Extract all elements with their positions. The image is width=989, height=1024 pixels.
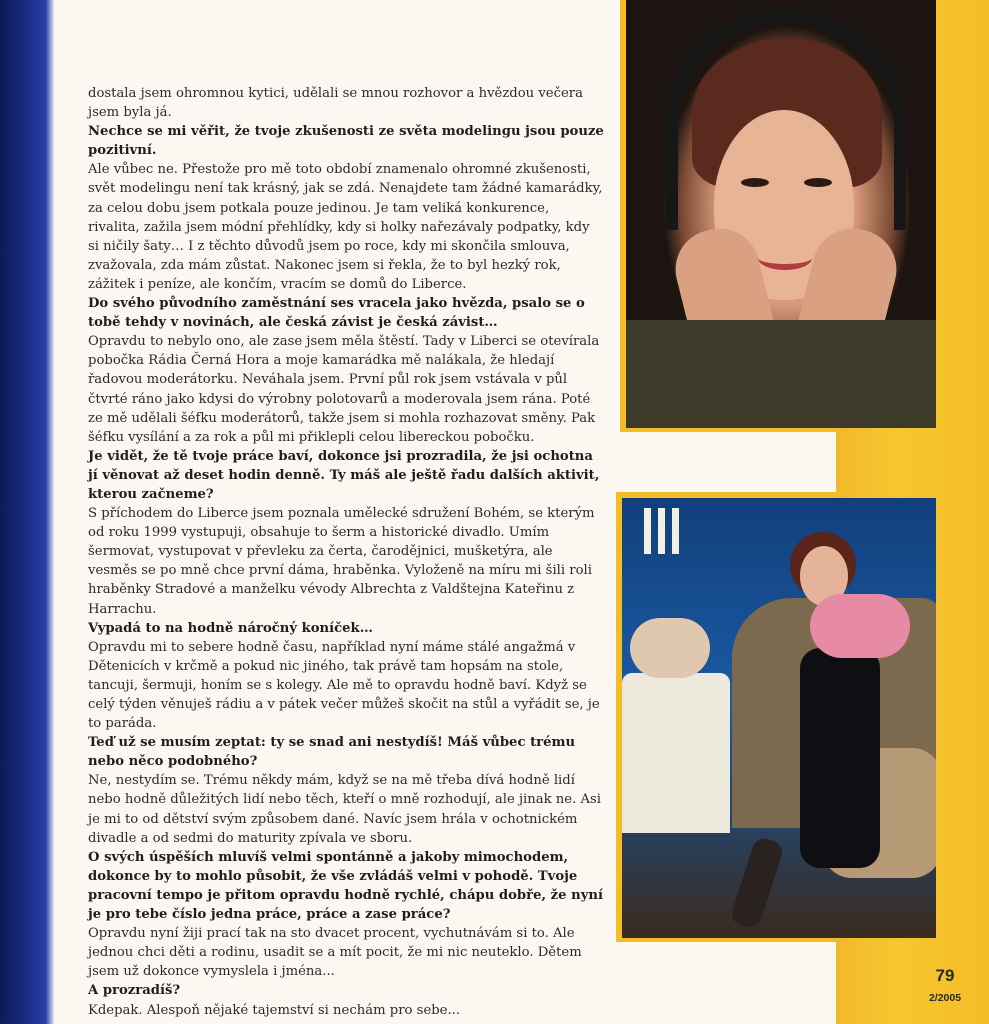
photo-leg xyxy=(729,836,785,931)
photo-flowers xyxy=(630,618,710,678)
paragraph-7: Opravdu nyní žiji prací tak na sto dvacet procent, vychutnávám si to. Ale jednou chci děti a rodinu, usadit se a mít pocit, že mi nic neuteklo. Dětem jsem už dokonce vymyslela i jména... xyxy=(88,926,582,980)
paragraph-6: Ne, nestydím se. Trému někdy mám, když se na mě třeba dívá hodně lidí nebo hodně důležitých lidí nebo těch, kteří o mně rozhodují, ale jinak ne. Asi je mi to od dětství svým způsobem dané. Navíc jsem hrála v ochotnickém divadle a od sedmi do maturity zpívala ve sboru. xyxy=(88,773,601,846)
candle-icon xyxy=(644,508,651,554)
headphones-icon xyxy=(666,10,906,230)
question-6: O svých úspěších mluvíš velmi spontánně a jakoby mimochodem, dokonce by to mohlo působit, že vše zvládáš velmi v pohodě. Tvoje pracovní tempo je přitom opravdu hodně rychlé, chápu dobře, že nyní je pro tebe číslo jedna práce, práce a zase práce? xyxy=(88,849,603,923)
question-7: A prozradíš? xyxy=(88,983,181,999)
question-2: Do svého původního zaměstnání ses vracela jako hvězda, psalo se o tobě tehdy v novinách, ale česká závist je česká závist… xyxy=(88,296,585,331)
question-5: Teď už se musím zeptat: ty se snad ani nestydíš! Máš vůbec trému nebo něco podobného? xyxy=(88,735,576,770)
photo-lace-table xyxy=(622,673,730,833)
page-number: 79 xyxy=(935,966,955,985)
issue-number: 2/2005 xyxy=(928,992,962,1004)
spine-blue-strip xyxy=(0,0,54,1024)
photo-woman-on-sofa xyxy=(622,498,936,938)
photo-smile xyxy=(758,246,812,270)
paragraph-8: Kdepak. Alespoň nějaké tajemství si nechám pro sebe... xyxy=(88,1002,461,1018)
paragraph-3: Opravdu to nebylo ono, ale zase jsem měla štěstí. Tady v Liberci se otevírala pobočka Rádia Černá Hora a moje kamarádka mě nalákala, že hledají řadovou moderátorku. Neváhala jsem. První půl rok jsem vstávala v půl čtvrté ráno jako kdysi do výrobny polotovarů a moderovala jsem rána. Poté ze mě udělali šéfku moderátorů, takže jsem si mohla rozhazovat směny. Pak šéfku vysílání a za rok a půl mi přiklepli celou libereckou pobočku. xyxy=(88,334,600,445)
candle-icon xyxy=(672,508,679,554)
question-1: Nechce se mi věřit, že tvoje zkušenosti ze světa modelingu jsou pouze pozitivní. xyxy=(88,124,604,159)
photo-sweater xyxy=(626,320,936,428)
question-3: Je vidět, že tě tvoje práce baví, dokonce jsi prozradila, že jsi ochotna jí věnovat až deset hodin denně. Ty máš ale ještě řadu dalších aktivit, kterou začneme? xyxy=(88,448,600,502)
article-text xyxy=(88,84,604,1020)
paragraph-5: Opravdu mi to sebere hodně času, například nyní máme stálé angažmá v Dětenicích v krčmě a pokud nic jiného, tak právě tam hopsám na stole, tancuji, šermuji, honím se s kolegy. Ale mě to opravdu hodně baví. Když se celý týden věnuješ rádiu a v pátek večer můžeš skočit na stůl a vyřádit se, je to paráda. xyxy=(88,639,600,732)
paragraph-4: S příchodem do Liberce jsem poznala umělecké sdružení Bohém, se kterým od roku 1999 vystupuji, obsahuje to šerm a historické divadlo. Umím šermovat, vystupovat v převleku za čerta, čarodějnici, mušketýra, ale vesměs se po mně chce první dáma, hraběnka. Vyloženě na míru mi šili roli hraběnky Stradové a manželku vévody Albrechta z Valdštejna Kateřinu z Harrachu. xyxy=(88,506,595,617)
question-4: Vypadá to na hodně náročný koníček… xyxy=(88,620,373,636)
paragraph-2: Ale vůbec ne. Přestože pro mě toto období znamenalo ohromné zkušenosti, svět modelingu není tak krásný, jak se zdá. Nenajdete tam žádné kamarádky, za celou dobu jsem potkala pouze jedinou. Je tam veliká konkurence, rivalita, zažila jsem módní přehlídky, kdy si holky nařezávaly podpatky, kdy si ničily šaty… I z těchto důvodů jsem po roce, kdy mi skončila smlouva, zvažovala, zda mám zůstat. Nakonec jsem si řekla, že to byl hezký rok, zážitek i peníze, ale končím, vracím se domů do Liberce. xyxy=(88,162,603,292)
paragraph-1: dostala jsem ohromnou kytici, udělali se mnou rozhovor a hvězdou večera jsem byla já. xyxy=(88,86,583,121)
portrait-photo-headphones xyxy=(626,0,936,428)
candle-icon xyxy=(658,508,665,554)
photo-pink-boa xyxy=(810,594,910,658)
photo-black-dress xyxy=(800,648,880,868)
